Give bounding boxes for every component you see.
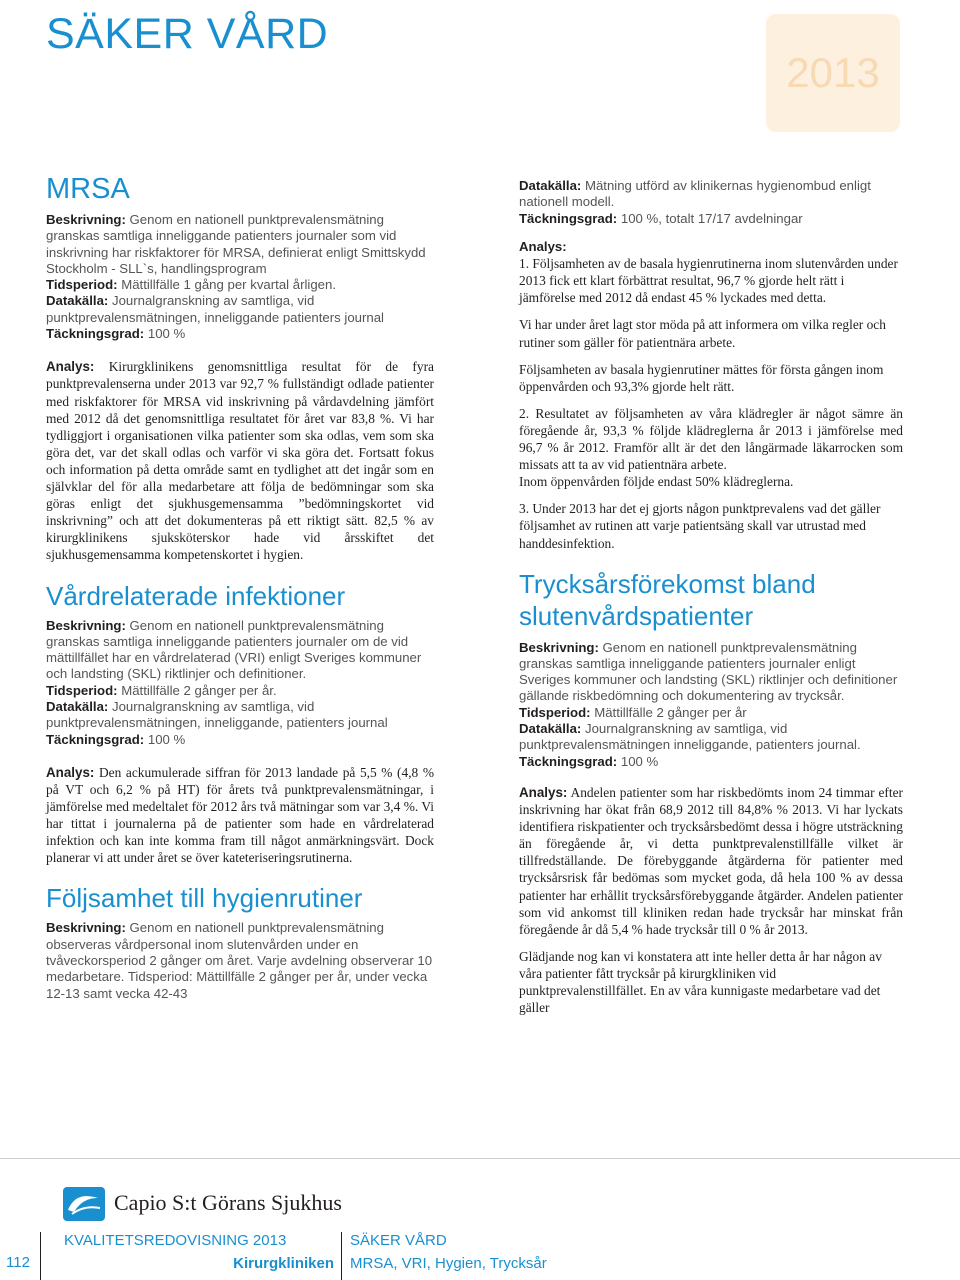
analys-paragraph: 2. Resultatet av följsamheten av våra klädregler är något sämre än föregående år, 93,3 % följde klädreglerna år 2013 i jämförelse med 96,7 % år 2012. Framför allt är det den långärmade läkarrocken som missats att ta av vid patientnära arbete. bbox=[519, 405, 903, 473]
tidsperiod-text: Mättillfälle 2 gånger per år bbox=[590, 704, 747, 720]
logo-text: Capio S:t Görans Sjukhus bbox=[114, 1190, 342, 1215]
analys-paragraph: Inom öppenvården följde endast 50% klädreglerna. bbox=[519, 474, 794, 490]
year-badge: 2013 bbox=[766, 14, 900, 132]
trycksar-meta bbox=[519, 640, 903, 770]
clinic-name: Kirurgkliniken bbox=[233, 1255, 334, 1272]
analys-label: Analys: bbox=[46, 359, 95, 375]
analys-text: Kirurgklinikens genomsnittliga resultat för de fyra punktprevalenserna under 2013 var 92,7 % fullständigt odlade patienter med riskfaktorer för MRSA vid inskrivning på vårdavdelning jämfört med 2012 då det genomsnittliga resultatet för året var 83,8 %. Vi har tydliggjort i organisationen vilka patienter som ska odlas, vem som ska göra det, var det skall odlas och varför vi ska göra det. Fortsatt fokus och information på detta område samt en tydlighet att det ingår som en självklar del för alla medarbetare att följa de bedömningar som ska göras enligt det sjukhusgemensamma ”bedömningskortet vid inskrivning” och att det dokumenteras på ett riktigt sätt. 82,5 % av kirurgklinikens sjuksköterskor hade vid årsskiftet det sjukhusgemensamma kompetenskortet i hygien. bbox=[46, 359, 434, 563]
footer-separator bbox=[40, 1232, 41, 1280]
mrsa-heading: MRSA bbox=[46, 173, 130, 205]
report-title: KVALITETSREDOVISNING 2013 bbox=[64, 1232, 287, 1249]
tackningsgrad-label: Täckningsgrad: bbox=[46, 731, 145, 747]
analys-text: Andelen patienter som har riskbedömts inom 24 timmar efter inskrivning har ökat från 68,9 2012 till 84,8% % 2013. Vi har lyckats identifiera riskpatienter och trycksårsbedömt dessa i högre utsträckning än föregående år, vi detta punktprevalenstillfälle vilket är tillfredställande. De förebyggande åtgärderna för patienter med trycksårsrisk får bedömas som mycket goda, då hela 100 % av dessa patienter har erhållit trycksårsförebyggande åtgärder. Andelen patienter som vid ankomst till kliniken redan hade trycksår har minskat från föregående år då 5,4 % hade trycksår till 0 % år 2013. bbox=[519, 784, 903, 937]
datakalla-text: Mätning utförd av klinikernas hygienombud enligt nationell modell. bbox=[519, 178, 871, 210]
hygien-cont-meta bbox=[519, 178, 903, 227]
analys-label: Analys: bbox=[519, 238, 567, 254]
tackningsgrad-label: Täckningsgrad: bbox=[519, 210, 618, 226]
mrsa-meta bbox=[46, 212, 434, 342]
analys-paragraph: Vi har under året lagt stor möda på att informera om vilka regler och rutiner som gäller för patientnära arbete. bbox=[519, 317, 886, 350]
tidsperiod-text: Mättillfälle 1 gång per kvartal årligen. bbox=[117, 277, 336, 293]
datakalla-label: Datakälla: bbox=[46, 698, 109, 714]
analys-label: Analys: bbox=[46, 764, 95, 780]
tackningsgrad-text: 100 % bbox=[144, 326, 186, 342]
trycksar-heading: Trycksårsförekomst bland slutenvårdspatienter bbox=[519, 568, 816, 631]
datakalla-label: Datakälla: bbox=[519, 721, 582, 737]
datakalla-label: Datakälla: bbox=[46, 293, 109, 309]
section-topics: MRSA, VRI, Hygien, Trycksår bbox=[350, 1255, 547, 1272]
tidsperiod-label: Tidsperiod: bbox=[519, 704, 591, 720]
tackningsgrad-text: 100 % bbox=[144, 731, 186, 747]
beskrivning-label: Beskrivning: bbox=[46, 617, 126, 633]
analys-paragraph: Följsamheten av basala hygienrutiner mättes för första gången inom öppenvården och 93,3% gjorde helt rätt. bbox=[519, 361, 884, 394]
analys-text: Den ackumulerade siffran för 2013 landade på 5,5 % (4,8 % på VT och 6,2 % på HT) för årets två punktprevalensmätningar, i jämförelse med medeltalet för 2012 års två mätningar som var 3,4 %. Vi har tittat i journalerna på de patienter som hade en vårdrelaterad infektion och kan inte komma fram till något anmärkningsvärt. Dock planerar vi att under året se över kateteriseringsrutinerna. bbox=[46, 764, 434, 866]
beskrivning-label: Beskrivning: bbox=[519, 639, 599, 655]
capio-logo-icon bbox=[62, 1186, 106, 1222]
footer-divider bbox=[0, 1158, 960, 1159]
beskrivning-text: Genom en nationell punktprevalensmätning granskas samtliga inneliggande patienters journaler som vid inskrivning har riskfaktorer för MRSA, definierat enligt Smittskydd Stockholm - SLL`s, handlingsprogram bbox=[46, 212, 426, 276]
capio-logo bbox=[62, 1186, 352, 1222]
trycksar-paragraph: Glädjande nog kan vi konstatera att inte heller detta år har någon av våra patienter fått trycksår på kirurgkliniken vid punktprevalenstillfället. En av våra kunnigaste medarbetare vad det gäller bbox=[519, 948, 882, 1016]
tidsperiod-label: Tidsperiod: bbox=[46, 682, 118, 698]
datakalla-text: Journalgranskning av samtliga, vid punktprevalensmätningen, inneliggande patienters journal bbox=[46, 293, 384, 325]
beskrivning-label: Beskrivning: bbox=[46, 920, 126, 936]
datakalla-text: Journalgranskning av samtliga, vid punktprevalensmätningen, inneliggande, patienters journal bbox=[46, 698, 388, 731]
hygien-meta bbox=[46, 920, 434, 1001]
hygien-heading: Följsamhet till hygienrutiner bbox=[46, 883, 363, 914]
analys-paragraph: 3. Under 2013 har det ej gjorts någon punktprevalens vad det gäller följsamhet av rutinen att varje patientsäng skall var utrustad med handdesinfektion. bbox=[519, 501, 881, 551]
tidsperiod-text: Mättillfälle 2 gånger per år. bbox=[117, 682, 277, 698]
left-column bbox=[46, 172, 434, 1002]
tackningsgrad-label: Täckningsgrad: bbox=[519, 753, 618, 769]
tackningsgrad-text: 100 %, totalt 17/17 avdelningar bbox=[617, 210, 803, 226]
mrsa-analys bbox=[46, 358, 434, 563]
datakalla-label: Datakälla: bbox=[519, 178, 582, 193]
tidsperiod-label: Tidsperiod: bbox=[46, 277, 118, 293]
page-title: SÄKER VÅRD bbox=[46, 10, 329, 58]
section-name: SÄKER VÅRD bbox=[350, 1232, 447, 1249]
vri-heading: Vårdrelaterade infektioner bbox=[46, 580, 346, 611]
tackningsgrad-text: 100 % bbox=[617, 753, 659, 769]
page-number: 112 bbox=[6, 1254, 30, 1271]
hygien-analys bbox=[519, 255, 903, 551]
beskrivning-text: Genom en nationell punktprevalensmätning granskas samtliga inneliggande patienters journaler enligt Sveriges kommuner och landsting (SKL) riktlinjer och definitioner gällande riskbedömning och dokumentering av trycksår. bbox=[519, 639, 898, 704]
beskrivning-text: Genom en nationell punktprevalensmätning observeras vårdpersonal inom slutenvården under en tvåveckorsperiod 2 gånger om året. Varje avdelning observerar 10 medarbetare. Tidsperiod: Mättillfälle 2 gånger per år, under vecka 12-13 samt vecka 42-43 bbox=[46, 920, 433, 1001]
beskrivning-label: Beskrivning: bbox=[46, 212, 126, 227]
right-column bbox=[519, 178, 903, 1016]
datakalla-text: Journalgranskning av samtliga, vid punktprevalensmätningen inneliggande, patienters journal. bbox=[519, 721, 861, 753]
analys-paragraph: 1. Följsamheten av de basala hygienrutinerna inom slutenvården under 2013 fick ett klart förbättrat resultat, 96,7 % gjorde helt rätt i jämförelse med 2012 då endast 45 % lyckades med detta. bbox=[519, 256, 898, 306]
footer-separator bbox=[341, 1232, 342, 1280]
vri-analys bbox=[46, 764, 434, 867]
tackningsgrad-label: Täckningsgrad: bbox=[46, 326, 145, 342]
vri-meta bbox=[46, 618, 434, 748]
analys-label: Analys: bbox=[519, 784, 568, 800]
beskrivning-text: Genom en nationell punktprevalensmätning granskas samtliga inneliggande patienters journaler om de vid mättillfället har en vårdrelaterad (VRI) enligt Sveriges kommuner och landsting (SKL) riktlinjer och definitioner. bbox=[46, 617, 422, 682]
trycksar-analys bbox=[519, 784, 903, 938]
